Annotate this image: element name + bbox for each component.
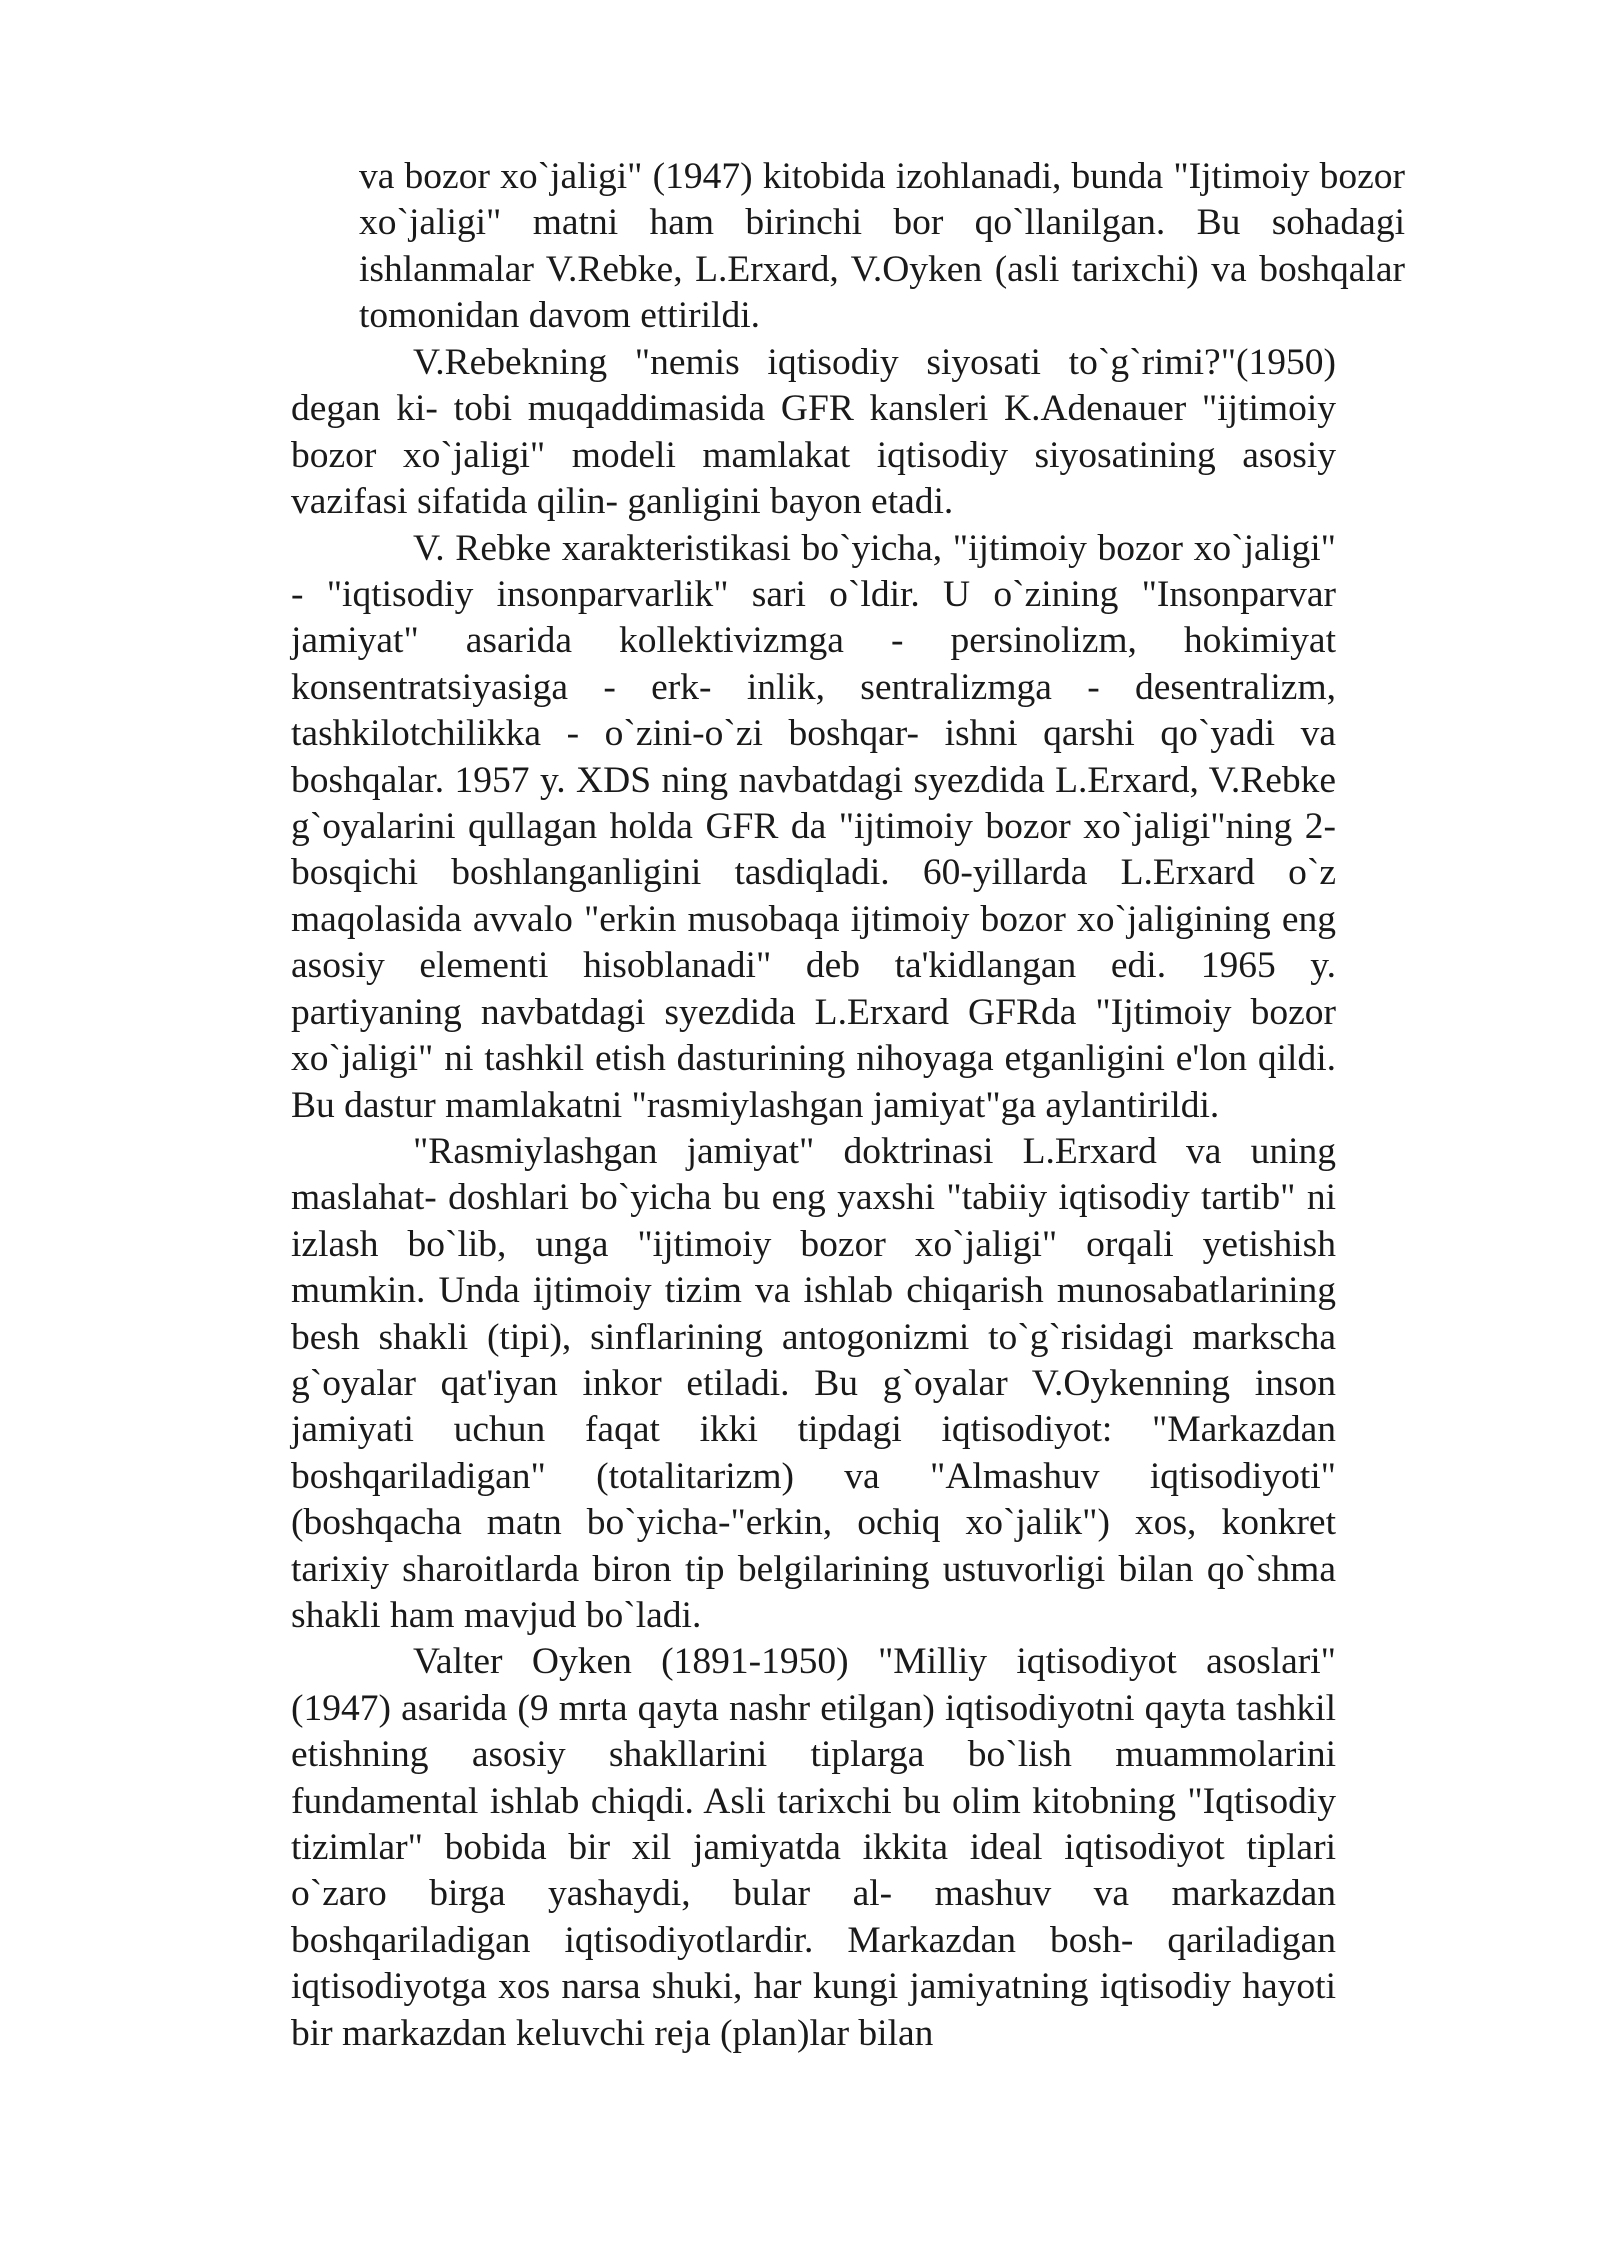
paragraph: Valter Oyken (1891-1950) "Milliy iqtisodiyot asoslari" (1947) asarida (9 mrta qayta nashr etilgan) iqtisodiyotni qayta tashkil etishning asosiy shakllarini tiplarga bo`lish muammolarini fundamental ishlab chiqdi. Asli tarixchi bu olim kitobning "Iqtisodiy tizimlar" bobida bir xil jamiyatda ikkita ideal iqtisodiyot tiplari o`zaro birga yashaydi, bular al- mashuv va markazdan boshqariladigan iqtisodiyotlardir. Markazdan bosh- qariladigan iqtisodiyotga xos narsa shuki, har kungi jamiyatning iqtisodiy hayoti bir markazdan keluvchi reja (plan)lar bilan [291, 1641, 1336, 2054]
paragraph: V.Rebekning "nemis iqtisodiy siyosati to`g`rimi?"(1950) degan ki- tobi muqaddimasida GFR kansleri K.Adenauer "ijtimoiy bozor xo`jaligi" modeli mamlakat iqtisodiy siyosatining asosiy vazifasi sifatida qilin- ganligini bayon etadi. [291, 342, 1336, 523]
continued-paragraph [359, 154, 1405, 340]
body-text [291, 340, 1336, 2057]
paragraph: V. Rebke xarakteristikasi bo`yicha, "ijtimoiy bozor xo`jaligi" - "iqtisodiy insonparvarlik" sari o`ldir. U o`zining "Insonparvar jamiyat" asarida kollektivizmga - persinolizm, hokimiyat konsentratsiyasiga - erk- inlik, sentralizmga - desentralizm, tashkilotchilikka - o`zini-o`zi boshqar- ishni qarshi qo`yadi va boshqalar. 1957 y. XDS ning navbatdagi syezdida L.Erxard, V.Rebke g`oyalarini qullagan holda GFR da "ijtimoiy bozor xo`jaligi"ning 2- bosqichi boshlanganligini tasdiqladi. 60-yillarda L.Erxard o`z maqolasida avvalo "erkin musobaqa ijtimoiy bozor xo`jaligining eng asosiy elementi hisoblanadi" deb ta'kidlangan edi. 1965 y. partiyaning navbatdagi syezdida L.Erxard GFRda "Ijtimoiy bozor xo`jaligi" ni tashkil etish dasturining nihoyaga etganligini e'lon qildi. Bu dastur mamlakatni "rasmiylashgan jamiyat"ga aylantirildi. [291, 527, 1336, 1126]
paragraph: va bozor xo`jaligi" (1947) kitobida izohlanadi, bunda "Ijtimoiy bozor xo`jaligi" matni ham birinchi bor qo`llanilgan. Bu sohadagi ishlanmalar V.Rebke, L.Erxard, V.Oyken (asli tarixchi) va boshqalar tomonidan davom ettirildi. [359, 156, 1405, 337]
paragraph: "Rasmiylashgan jamiyat" doktrinasi L.Erxard va uning maslahat- doshlari bo`yicha bu eng yaxshi "tabiiy iqtisodiy tartib" ni izlash bo`lib, unga "ijtimoiy bozor xo`jaligi" orqali yetishish mumkin. Unda ijtimoiy tizim va ishlab chiqarish munosabatlarining besh shakli (tipi), sinflarining antogonizmi to`g`risidagi markscha g`oyalar qat'iyan inkor etiladi. Bu g`oyalar V.Oykenning inson jamiyati uchun faqat ikki tipdagi iqtisodiyot: "Markazdan boshqariladigan" (totalitarizm) va "Almashuv iqtisodiyoti" (boshqacha matn bo`yicha-"erkin, ochiq xo`jalik") xos, konkret tarixiy sharoitlarda biron tip belgilarining ustuvorligi bilan qo`shma shakli ham mavjud bo`ladi. [291, 1130, 1336, 1636]
